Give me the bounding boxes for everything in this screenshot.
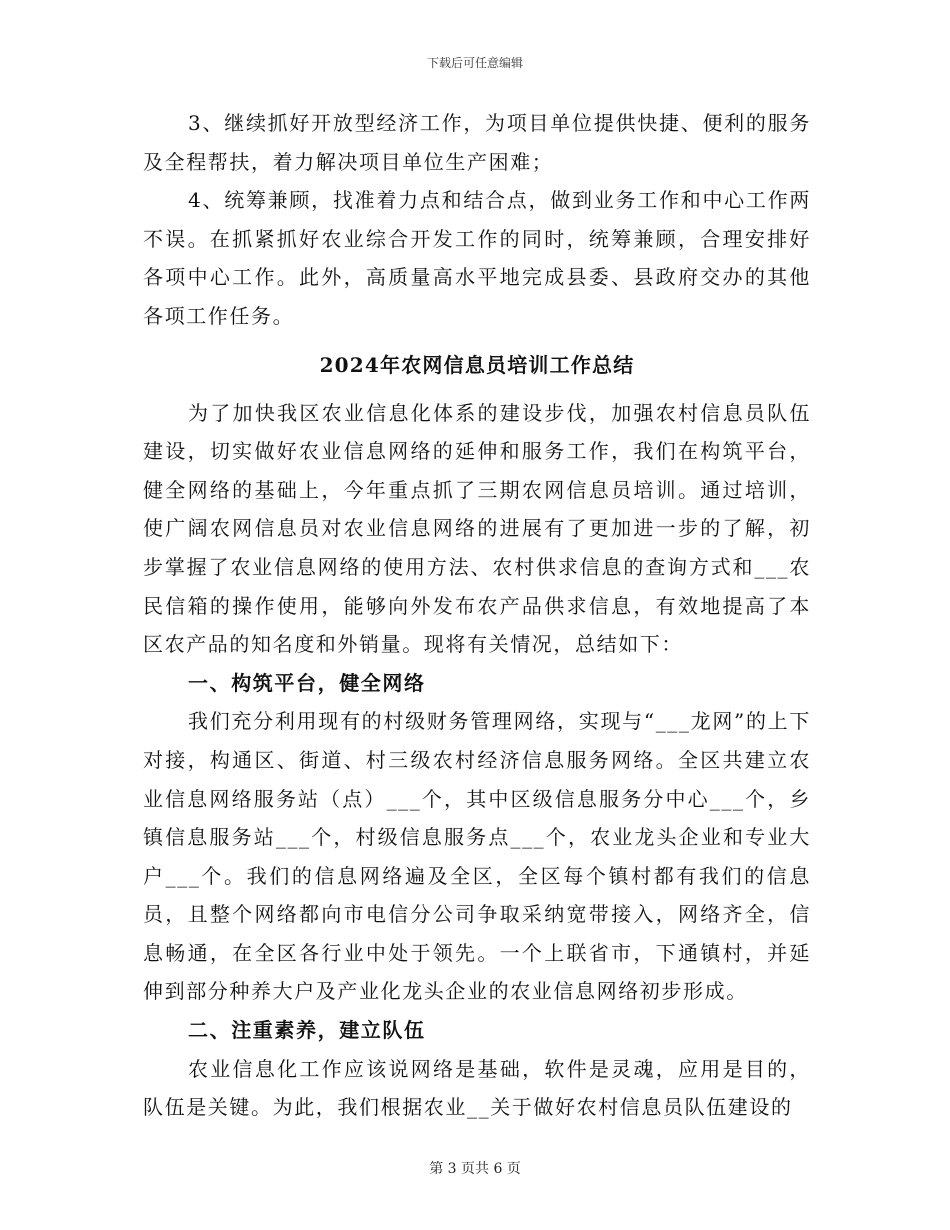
section-body-1: 我们充分利用现有的村级财务管理网络，实现与“___龙网”的上下对接，构通区、街道、村三级农村经济信息服务网络。全区共建立农业信息网络服务站（点）___个，其中区级信息服务分中心___个，乡镇信息服务站___个，村级信息服务点___个，农业龙头企业和专业大户___个。我们的信息网络遍及全区，全区每个镇村都有我们的信息员，且整个网络都向市电信分公司争取采纳宽带接入，网络齐全，信息畅通，在全区各行业中处于领先。一个上联省市，下通镇村，并延伸到部分种养大户及产业化龙头企业的农业信息网络初步形成。	[143, 709, 811, 1004]
intro-paragraph: 为了加快我区农业信息化体系的建设步伐，加强农村信息员队伍建设，切实做好农业信息网络的延伸和服务工作，我们在构筑平台，健全网络的基础上，今年重点抓了三期农网信息员培训。通过培训，使广阔农网信息员对农业信息网络的进展有了更加进一步的了解，初步掌握了农业信息网络的使用方法、农村供求信息的查询方式和___农民信箱的操作使用，能够向外发布农产品供求信息，有效地提高了本区农产品的知名度和外销量。现将有关情况，总结如下：	[143, 400, 811, 657]
paragraph-item-3: 3、继续抓好开放型经济工作，为项目单位提供快捷、便利的服务及全程帮扶，着力解决项目单位生产困难；	[143, 111, 811, 174]
document-body	[143, 104, 811, 1127]
page-header: 下载后可任意编辑	[426, 56, 523, 70]
page-footer: 第 3 页共 6 页	[429, 1161, 521, 1177]
section-body-2: 农业信息化工作应该说网络是基础，软件是灵魂，应用是目的，队伍是关键。为此，我们根据农业__关于做好农村信息员队伍建设的	[143, 1056, 811, 1120]
document-title: 2024年农网信息员培训工作总结	[319, 352, 635, 377]
section-heading-1: 一、构筑平台，健全网络	[188, 670, 426, 695]
paragraph-item-4: 4、统筹兼顾，找准着力点和结合点，做到业务工作和中心工作两不误。在抓紧抓好农业综合开发工作的同时，统筹兼顾，合理安排好各项中心工作。此外，高质量高水平地完成县委、县政府交办的其他各项工作任务。	[143, 188, 811, 328]
section-heading-2: 二、注重素养，建立队伍	[188, 1018, 426, 1043]
